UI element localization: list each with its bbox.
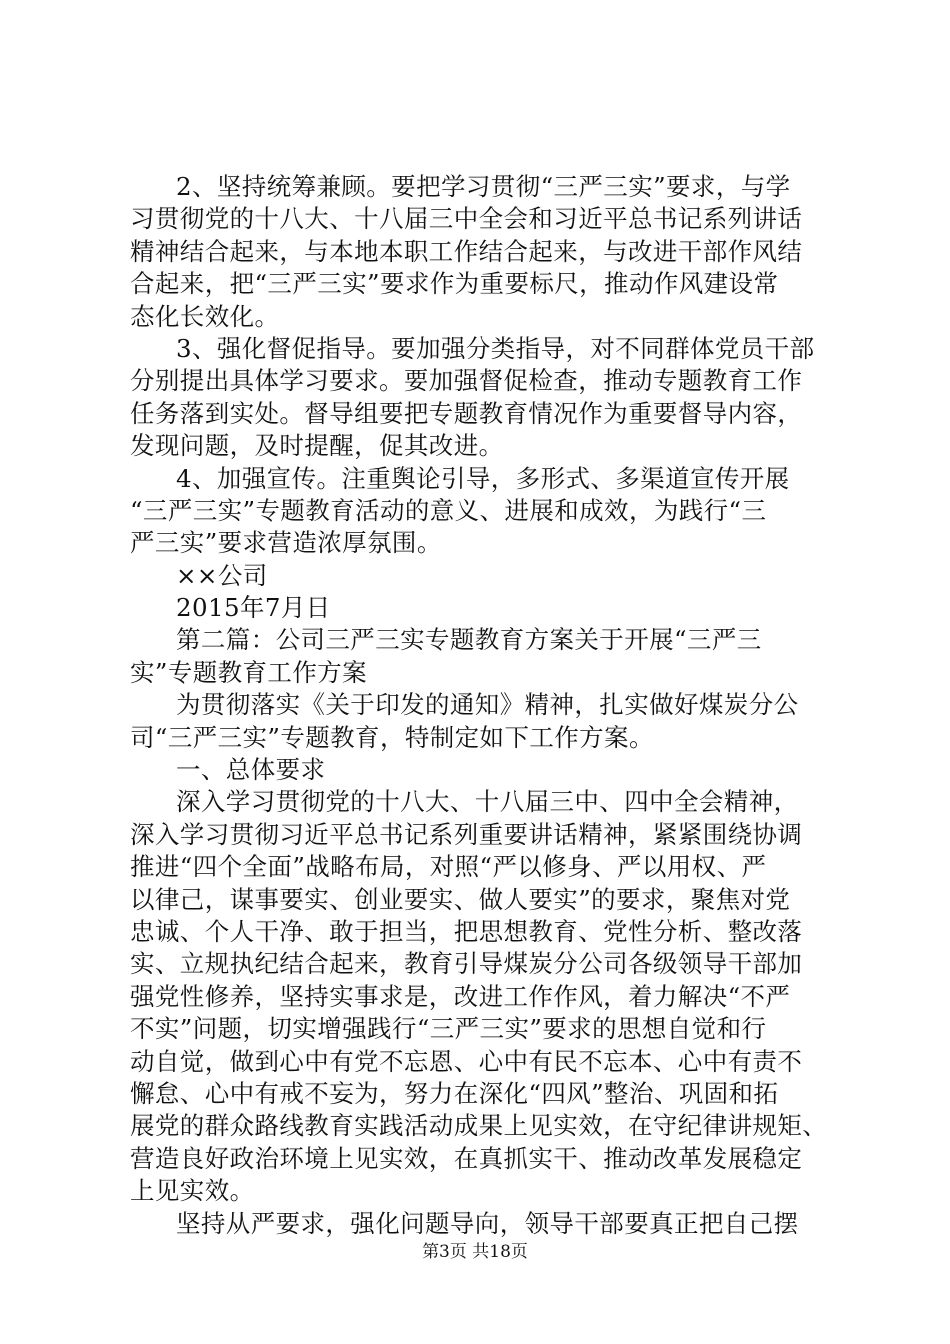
- document-body: [130, 171, 836, 1240]
- text-line: 上见实效。: [130, 1176, 255, 1206]
- text-line: 发现问题，及时提醒，促其改进。: [130, 431, 504, 461]
- text-line: 以律己，谋事要实、创业要实、做人要实”的要求，聚焦对党: [130, 884, 791, 914]
- page-footer: 第3页 共18页: [422, 1242, 528, 1262]
- text-line: 严三实”要求营造浓厚氛围。: [130, 528, 442, 558]
- text-line: 态化长效化。: [130, 301, 280, 331]
- text-line: 分别提出具体学习要求。要加强督促检查，推动专题教育工作: [130, 366, 803, 396]
- text-line: 精神结合起来，与本地本职工作结合起来，与改进干部作风结: [130, 236, 803, 266]
- text-line: 强党性修养，坚持实事求是，改进工作作风，着力解决“不严: [130, 981, 791, 1011]
- paragraph-first-line: ××公司: [176, 560, 268, 590]
- text-line: 实、立规执纪结合起来，教育引导煤炭分公司各级领导干部加: [130, 949, 803, 979]
- text-line: 动自觉，做到心中有党不忘恩、心中有民不忘本、心中有责不: [130, 1046, 803, 1076]
- text-line: 不实”问题，切实增强践行“三严三实”要求的思想自觉和行: [130, 1014, 767, 1044]
- text-line: 展党的群众路线教育实践活动成果上见实效，在守纪律讲规矩、: [130, 1111, 828, 1141]
- text-line: 司“三严三实”专题教育，特制定如下工作方案。: [130, 722, 654, 752]
- paragraph-first-line: 一、总体要求: [176, 755, 326, 785]
- paragraph-first-line: 3、强化督促指导。要加强分类指导，对不同群体党员干部: [176, 333, 815, 363]
- text-line: 习贯彻党的十八大、十八届三中全会和习近平总书记系列讲话: [130, 204, 803, 234]
- paragraph-first-line: 坚持从严要求，强化问题导向，领导干部要真正把自己摆: [176, 1208, 799, 1238]
- paragraph-first-line: 为贯彻落实《关于印发的通知》精神，扎实做好煤炭分公: [176, 690, 799, 720]
- text-line: 任务落到实处。督导组要把专题教育情况作为重要督导内容，: [130, 398, 803, 428]
- text-line: 推进“四个全面”战略布局，对照“严以修身、严以用权、严: [130, 852, 767, 882]
- text-line: 懈怠、心中有戒不妄为，努力在深化“四风”整治、巩固和拓: [130, 1078, 779, 1108]
- text-line: 忠诚、个人干净、敢于担当，把思想教育、党性分析、整改落: [130, 916, 803, 946]
- paragraph-first-line: 2015年7月日: [176, 593, 331, 623]
- paragraph-first-line: 第二篇：公司三严三实专题教育方案关于开展“三严三: [176, 625, 762, 655]
- paragraph-first-line: 深入学习贯彻党的十八大、十八届三中、四中全会精神，: [176, 787, 799, 817]
- text-line: “三严三实”专题教育活动的意义、进展和成效，为践行“三: [130, 495, 767, 525]
- paragraph-first-line: 2、坚持统筹兼顾。要把学习贯彻“三严三实”要求，与学: [176, 172, 791, 201]
- text-line: 深入学习贯彻习近平总书记系列重要讲话精神，紧紧围绕协调: [130, 819, 803, 849]
- text-line: 合起来，把“三严三实”要求作为重要标尺，推动作风建设常: [130, 269, 779, 299]
- text-line: 营造良好政治环境上见实效，在真抓实干、推动改革发展稳定: [130, 1143, 803, 1173]
- text-line: 实”专题教育工作方案: [130, 657, 368, 687]
- paragraph-first-line: 4、加强宣传。注重舆论引导，多形式、多渠道宣传开展: [176, 463, 790, 493]
